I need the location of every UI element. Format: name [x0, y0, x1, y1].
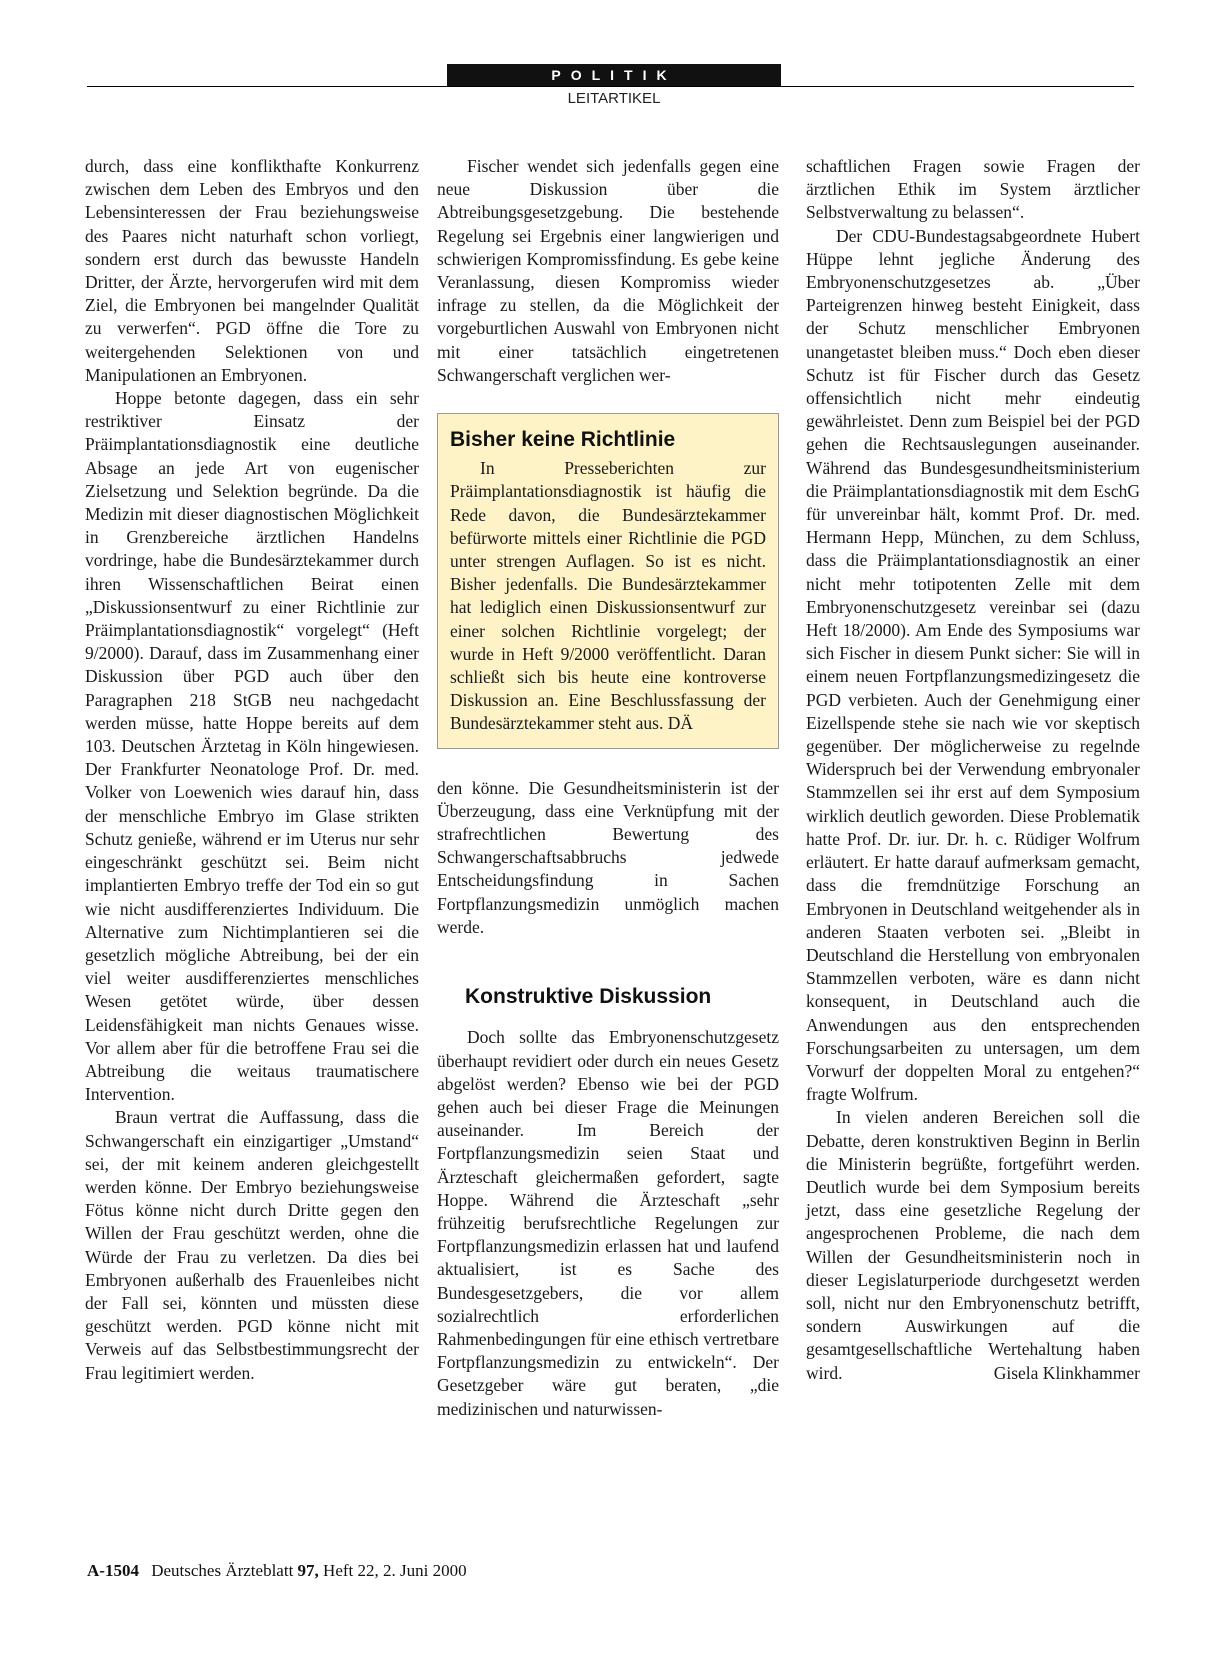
- info-box-title: Bisher keine Richtlinie: [450, 428, 676, 452]
- paragraph: schaftlichen Fragen sowie Fragen der ärztlichen Ethik im System ärztlicher Selbstverwaltung zu belassen“.: [806, 156, 1140, 223]
- info-box: [437, 413, 779, 749]
- paragraph: Braun vertrat die Auffassung, dass die Schwangerschaft ein einzigartiger „Umstand“ sei, der mit keinem anderen gleichgestellt werden könne. Der Embryo beziehungsweise Fötus könne nicht durch Dritte gegen den Willen der Frau geschützt werden, ohne die Würde der Frau zu verletzen. Da dies bei Embryonen außerhalb des Frauenleibes nicht der Fall sei, könnten und müssten diese geschützt werden. PGD könne nicht mit Verweis auf das Selbstbestimmungsrecht der Frau legitimiert werden.: [85, 1107, 419, 1383]
- author-name: Gisela Klinkhammer: [993, 1362, 1140, 1383]
- paragraph: [806, 1106, 1140, 1384]
- page-footer: [87, 1561, 467, 1581]
- paragraph: Der CDU-Bundestagsabgeordnete Hubert Hüppe lehnt jegliche Änderung des Embryonenschutzgesetzes ab. „Über Parteigrenzen hinweg besteht Einigkeit, dass der Schutz menschlicher Embryonen unangetastet bleiben muss.“ Doch eben dieser Schutz ist für Fischer durch das Gesetz offensichtlich nicht mehr eindeutig gewährleistet. Denn zum Beispiel bei der PGD gehen die Rechtsauslegungen auseinander. Während das Bundesgesundheitsministerium die Präimplantationsdiagnostik mit dem EschG für unvereinbar hält, kommt Prof. Dr. med. Hermann Hepp, München, zu dem Schluss, dass die Präimplantationsdiagnostik an einer nicht mehr totipotenten Zelle mit dem Embryonenschutzgesetz vereinbar sei (dazu Heft 18/2000). Am Ende des Symposiums war sich Fischer in diesem Punkt sicher: Sie will in einem neuen Fortpflanzungsmedizingesetz die PGD verbieten. Auch der Genehmigung einer Eizellspende stehe sie nach wie vor skeptisch gegenüber. Der möglicherweise zu regelnde Widerspruch bei der Verwendung embryonaler Stammzellen sei ihr erst auf dem Symposium wirklich deutlich geworden. Diese Problematik hatte Prof. Dr. iur. Dr. h. c. Rüdiger Wolfrum erläutert. Er hatte darauf aufmerksam gemacht, dass die fremdnützige Forschung an Embryonen in Deutschland weitgehender als in anderen Staaten verboten sei. „Bleibt in Deutschland die Herstellung von embryonalen Stammzellen verboten, wäre es dann nicht konsequent, in Deutschland auch die Anwendungen aus den entsprechenden Forschungsarbeiten zu untersagen, um dem Vorwurf der doppelten Moral zu entgehen?“ fragte Wolfrum.: [806, 225, 1140, 1105]
- section-label: POLITIK: [447, 64, 781, 86]
- journal-volume: 97,: [297, 1561, 319, 1580]
- page-number: A-1504: [87, 1561, 139, 1580]
- paragraph: Doch sollte das Embryonenschutzgesetz überhaupt revidiert oder durch ein neues Gesetz abgelöst werden? Ebenso wie bei der PGD gehen auch bei dieser Frage die Meinungen auseinander. Im Bereich der Fortpflanzungsmedizin seien Staat und Ärzteschaft gleichermaßen gefordert, sagte Hoppe. Während die Ärzteschaft „sehr frühzeitig berufsrechtliche Regelungen zur Fortpflanzungsmedizin erlassen hat und laufend aktualisiert, ist es Sache des Bundesgesetzgebers, die vor allem sozialrechtlich erforderlichen Rahmenbedingungen für eine ethisch vertretbare Fortpflanzungsmedizin zu entwickeln“. Der Gesetzgeber wäre gut beraten, „die medizinischen und naturwissen-: [437, 1027, 779, 1419]
- paragraph: durch, dass eine konflikthafte Konkurrenz zwischen dem Leben des Embryos und den Lebensinteressen der Frau beziehungsweise des Paares nicht naturhaft schon vorliegt, sondern erst durch das bewusste Handeln Dritter, der Ärzte, hervorgerufen wird mit dem Ziel, die Embryonen bei mangelnder Qualität zu verwerfen“. PGD öffne die Tore zu weitergehenden Selektionen von und Manipulationen an Embryonen.: [85, 156, 419, 385]
- paragraph: Hoppe betonte dagegen, dass ein sehr restriktiver Einsatz der Präimplantationsdiagnostik eine deutliche Absage an jede Art von eugenischer Zielsetzung und Selektion begründe. Da die Medizin mit dieser diagnostischen Möglichkeit in Grenzbereiche ärztlichen Handelns vordringe, habe die Bundesärztekammer durch ihren Wissenschaftlichen Beirat einen „Diskussionsentwurf zu einer Richtlinie zur Präimplantationsdiagnostik“ vorgelegt“ (Heft 9/2000). Darauf, dass im Zusammenhang einer Diskussion über PGD auch über den Paragraphen 218 StGB neu nachgedacht werden müsse, hatte Hoppe bereits auf dem 103. Deutschen Ärztetag in Köln hingewiesen. Der Frankfurter Neonatologe Prof. Dr. med. Volker von Loewenich wies darauf hin, dass der menschliche Embryo im Glase strikten Schutz genieße, während er im Uterus nur sehr eingeschränkt geschützt sei. Beim nicht implantierten Embryo treffe der Tod ein so gut wie nicht ausdifferenziertes Individuum. Die Alternative zum Nichtimplantieren sei die gesetzlich mögliche Abtreibung, bei der ein viel weiter ausdifferenziertes menschliches Wesen getötet würde, über dessen Leidensfähigkeit man nichts Genaues wisse. Vor allem aber für die betroffene Frau sei die Abtreibung die weitaus traumatischere Intervention.: [85, 388, 419, 1105]
- subsection-label: LEITARTIKEL: [567, 90, 661, 107]
- column-1: [85, 155, 419, 1385]
- column-3: [806, 155, 1140, 1385]
- paragraph: Fischer wendet sich jedenfalls gegen eine neue Diskussion über die Abtreibungsgesetzgebung. Die bestehende Regelung sei Ergebnis einer langwierigen und schwierigen Kompromissfindung. Es gebe keine Veranlassung, diesen Kompromiss wieder infrage zu stellen, da die Möglichkeit der vorgeburtlichen Auswahl von Embryonen nicht mit einer tatsächlich eingetretenen Schwangerschaft verglichen wer-: [437, 156, 779, 385]
- journal-name: Deutsches Ärzteblatt: [151, 1561, 294, 1580]
- paragraph: den könne. Die Gesundheitsministerin ist der Überzeugung, dass eine Verknüpfung mit der strafrechtlichen Bewertung des Schwangerschaftsabbruchs jedwede Entscheidungsfindung in Sachen Fortpflanzungsmedizin unmöglich machen werde.: [437, 777, 779, 937]
- journal-issue: Heft 22, 2. Juni 2000: [323, 1561, 467, 1580]
- column-2: [437, 155, 779, 1421]
- paragraph-text: In vielen anderen Bereichen soll die Debatte, deren konstruktiven Beginn in Berlin die Ministerin begrüßte, fortgeführt werden. Deutlich wurde bei dem Symposium bereits jetzt, dass eine gesetzliche Regelung der angesprochenen Probleme, die nach dem Willen der Gesundheitsministerin noch in dieser Legislaturperiode durchgesetzt werden soll, nicht nur den Embryonenschutz betrifft, sondern Auswirkungen auf die gesamtgesellschaftliche Wertehaltung haben wird.: [806, 1107, 1140, 1383]
- header-rule: [87, 86, 1134, 87]
- info-box-text: In Presseberichten zur Präimplantationsdiagnostik ist häufig die Rede davon, die Bundesärztekammer befürworte mittels einer Richtlinie die PGD unter strengen Auflagen. So ist es nicht. Bisher jedenfalls. Die Bundesärztekammer hat lediglich einen Diskussionsentwurf zur einer solchen Richtlinie vorgelegt; der wurde in Heft 9/2000 veröffentlicht. Daran schließt sich bis heute eine kontroverse Diskussion an. Eine Beschlussfassung der Bundesärztekammer steht aus. DÄ: [450, 458, 766, 734]
- subheading: Konstruktive Diskussion: [465, 985, 712, 1009]
